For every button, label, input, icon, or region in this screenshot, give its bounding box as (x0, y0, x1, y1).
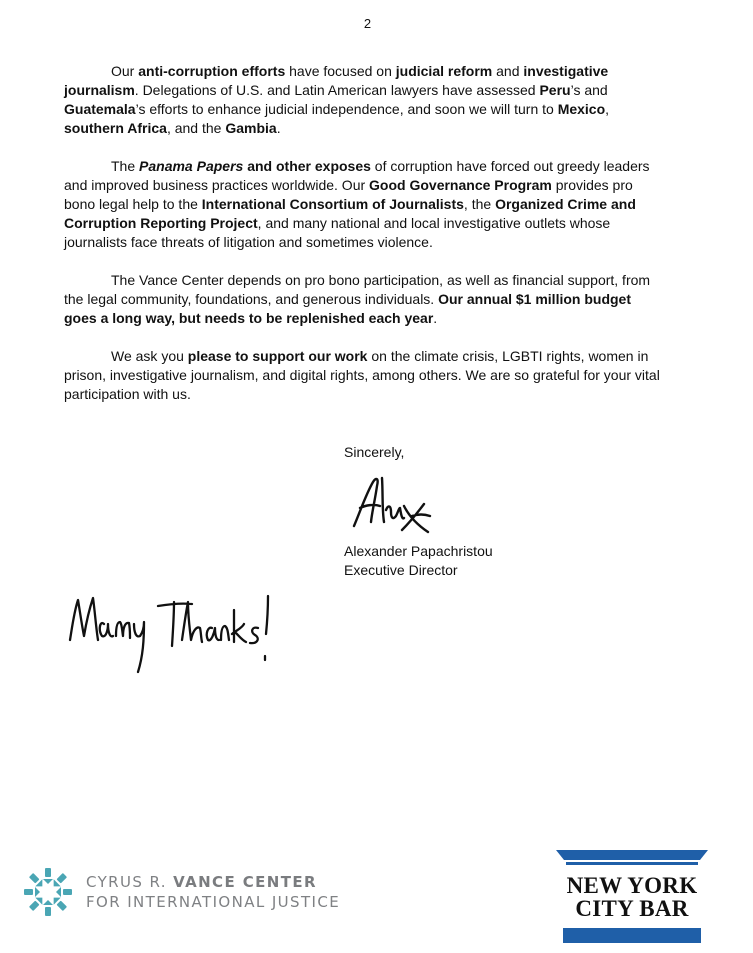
bold-text-run: Panama Papers (139, 158, 244, 174)
signer-name: Alexander Papachristou (344, 543, 493, 559)
nycb-wordmark (556, 874, 708, 920)
bold-text-run: investigative journalism (64, 63, 609, 98)
text-run: The Vance Center depends on pro bono participation, as well as financial support, from the legal community, foundations, and generous individuals. (64, 272, 651, 307)
vance-center-wordmark (86, 872, 340, 912)
nycb-line-2: CITY BAR (575, 896, 689, 921)
nycb-cornice-icon (556, 850, 708, 868)
bold-text-run: International Consortium of Journalists (201, 196, 464, 212)
bold-text-run: Gambia (225, 120, 277, 136)
signer-title: Executive Director (344, 562, 458, 578)
letter-body (64, 62, 666, 423)
text-run: We ask you (111, 348, 188, 364)
bold-text-run: Good Governance Program (369, 177, 552, 193)
text-run: on the climate crisis, LGBTI rights, women in prison, investigative journalism, and digital rights, among others. We are so grateful for your vital participation with us. (64, 348, 660, 402)
paragraph-panama-papers (64, 157, 666, 252)
text-run: provides pro bono legal help to the (64, 177, 633, 212)
bold-text-run: anti-corruption efforts (138, 63, 286, 79)
text-run: The (111, 158, 140, 174)
bold-text-run: Organized Crime and Corruption Reporting Project (64, 196, 636, 231)
vance-name: VANCE CENTER (173, 873, 317, 891)
bold-text-run: Mexico (557, 101, 606, 117)
bold-text-run: southern Africa (64, 120, 167, 136)
text-run: ’s and (570, 82, 608, 98)
handwritten-note (64, 590, 279, 685)
bold-text-run: Guatemala (64, 101, 136, 117)
vance-line-2: FOR INTERNATIONAL JUSTICE (86, 893, 341, 911)
bold-text-run: Our annual $1 million budget goes a long way, but needs to be replenished each year (64, 291, 631, 326)
text-run: ’s efforts to enhance judicial independence, and soon we will turn to (135, 101, 558, 117)
signature-block (344, 443, 493, 580)
text-run: , and many national and local investigative outlets whose journalists face threats of litigation and sometimes violence. (64, 215, 611, 250)
bold-text-run: Peru (539, 82, 571, 98)
bold-text-run: and other exposes (243, 158, 371, 174)
text-run: , (605, 101, 610, 117)
text-run: Our (111, 63, 139, 79)
vance-center-emblem-icon (22, 866, 74, 918)
vance-line-1 (86, 872, 340, 892)
valediction: Sincerely, (344, 444, 405, 460)
paragraph-appeal (64, 347, 666, 404)
text-run: , and the (166, 120, 226, 136)
text-run: . (276, 120, 281, 136)
bold-text-run: please to support our work (187, 348, 368, 364)
nycb-line-1: NEW YORK (566, 873, 698, 898)
text-run: . (433, 310, 438, 326)
vance-prefix: CYRUS R. (86, 873, 167, 891)
paragraph-funding (64, 271, 666, 328)
nycb-base-bar (563, 928, 701, 943)
text-run: and (492, 63, 524, 79)
text-run: . Delegations of U.S. and Latin American lawyers have assessed (134, 82, 540, 98)
handwritten-signature (346, 472, 441, 534)
text-run: of corruption have forced out greedy leaders and improved business practices worldwide. Our (64, 158, 650, 193)
text-run: , the (463, 196, 496, 212)
vance-center-logo (22, 866, 340, 918)
page-number: 2 (363, 16, 372, 31)
new-york-city-bar-logo (556, 850, 708, 944)
bold-text-run: judicial reform (395, 63, 493, 79)
text-run: have focused on (285, 63, 396, 79)
paragraph-anticorruption (64, 62, 666, 138)
